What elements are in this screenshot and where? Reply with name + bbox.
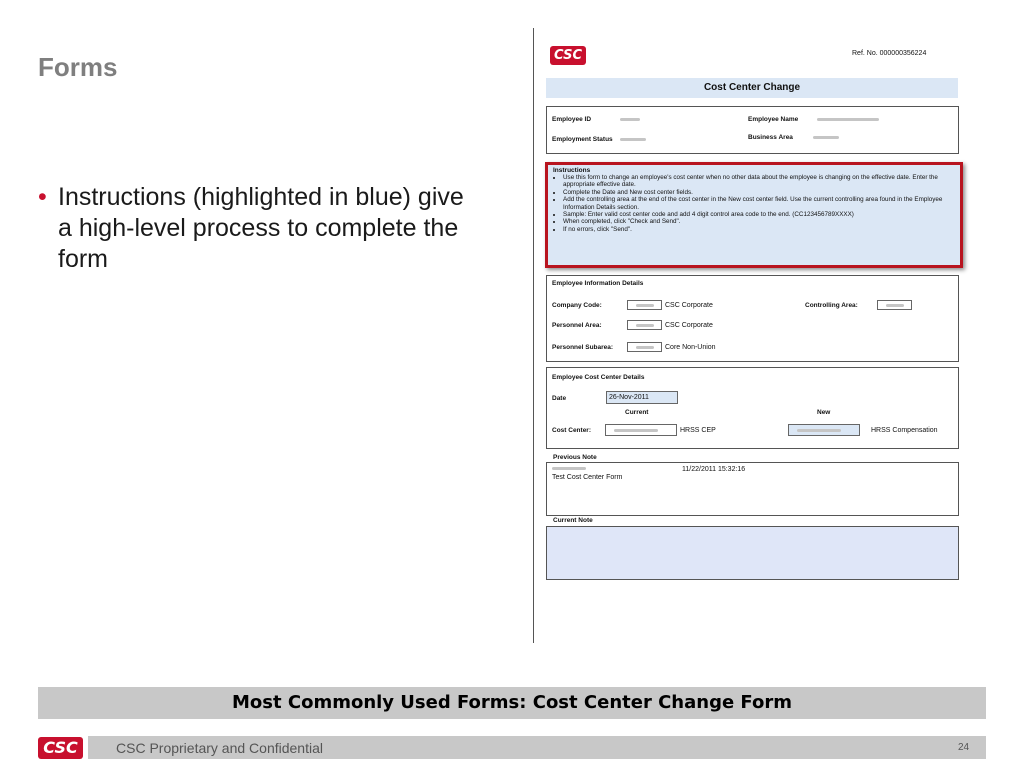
employee-info-heading: Employee Information Details — [552, 280, 644, 287]
company-code-value: CSC Corporate — [665, 302, 713, 309]
page-number: 24 — [958, 742, 970, 753]
personnel-subarea-value: Core Non-Union — [665, 344, 716, 351]
previous-note-timestamp: 11/22/2011 15:32:16 — [682, 466, 746, 473]
personnel-area-value: CSC Corporate — [665, 322, 713, 329]
employee-name-label: Employee Name — [748, 116, 799, 123]
employee-id-value — [620, 118, 640, 121]
current-column-label: Current — [625, 409, 649, 416]
company-code-field[interactable] — [627, 300, 662, 310]
csc-logo: CSC — [38, 737, 83, 759]
instruction-item: • Complete the Date and New cost center fields. — [563, 189, 955, 196]
instruction-item: • If no errors, click "Send". — [563, 226, 955, 233]
employment-status-label: Employment Status — [552, 136, 613, 143]
current-note-heading: Current Note — [553, 517, 593, 524]
confidential-text: CSC Proprietary and Confidential — [116, 740, 323, 756]
form-title: Cost Center Change — [546, 78, 958, 98]
employee-id-label: Employee ID — [552, 116, 592, 123]
current-note-field[interactable] — [546, 526, 959, 580]
cost-center-section — [546, 367, 959, 449]
bullet-text: Instructions (highlighted in blue) give a high-level process to complete the form — [58, 183, 464, 273]
cost-center-label: Cost Center: — [552, 427, 592, 434]
instruction-item: • Sample: Enter valid cost center code and add 4 digit control area code to the end. (CC123456789XXXX) — [563, 211, 955, 218]
instruction-item: • Add the controlling area at the end of the cost center in the New cost center field. Use the current controlling area found in the Employee Information Details section. — [563, 196, 955, 211]
previous-note-box — [546, 462, 959, 516]
employment-status-value — [620, 138, 646, 141]
employee-name-value — [817, 118, 879, 121]
cost-center-heading: Employee Cost Center Details — [552, 374, 645, 381]
ref-number: Ref. No. 000000356224 — [852, 50, 927, 57]
business-area-label: Business Area — [748, 134, 793, 141]
instructions-list — [553, 174, 955, 233]
new-cost-center-field[interactable] — [788, 424, 860, 436]
personnel-area-field[interactable] — [627, 320, 662, 330]
employee-box — [546, 106, 959, 154]
form-logo: CSC — [550, 46, 586, 65]
current-cost-center-field[interactable] — [605, 424, 677, 436]
company-code-label: Company Code: — [552, 302, 602, 309]
instructions-panel — [545, 162, 963, 268]
controlling-area-label: Controlling Area: — [805, 302, 858, 309]
bullet-marker: • — [38, 183, 47, 211]
current-cost-center-value: HRSS CEP — [680, 427, 716, 434]
previous-note-text: Test Cost Center Form — [552, 474, 623, 481]
slide-title: Forms — [38, 52, 118, 82]
personnel-subarea-field[interactable] — [627, 342, 662, 352]
controlling-area-field[interactable] — [877, 300, 912, 310]
date-label: Date — [552, 395, 567, 402]
business-area-value — [813, 136, 839, 139]
instructions-heading: Instructions — [553, 167, 591, 174]
previous-note-heading: Previous Note — [553, 454, 597, 461]
new-cost-center-value: HRSS Compensation — [871, 427, 938, 434]
vertical-divider — [533, 28, 534, 643]
employee-info-section — [546, 275, 959, 362]
new-column-label: New — [817, 409, 831, 416]
footer-title-bar: Most Commonly Used Forms: Cost Center Change Form — [38, 687, 986, 719]
previous-note-author — [552, 467, 586, 470]
instruction-item: • Use this form to change an employee's cost center when no other data about the employee is changing on the effective date. Enter the appropriate effective date. — [563, 174, 955, 189]
personnel-subarea-label: Personnel Subarea: — [552, 344, 614, 351]
personnel-area-label: Personnel Area: — [552, 322, 602, 329]
bullet-point — [38, 182, 478, 275]
date-field[interactable]: 26-Nov-2011 — [606, 391, 678, 404]
instruction-item: • When completed, click "Check and Send". — [563, 218, 955, 225]
